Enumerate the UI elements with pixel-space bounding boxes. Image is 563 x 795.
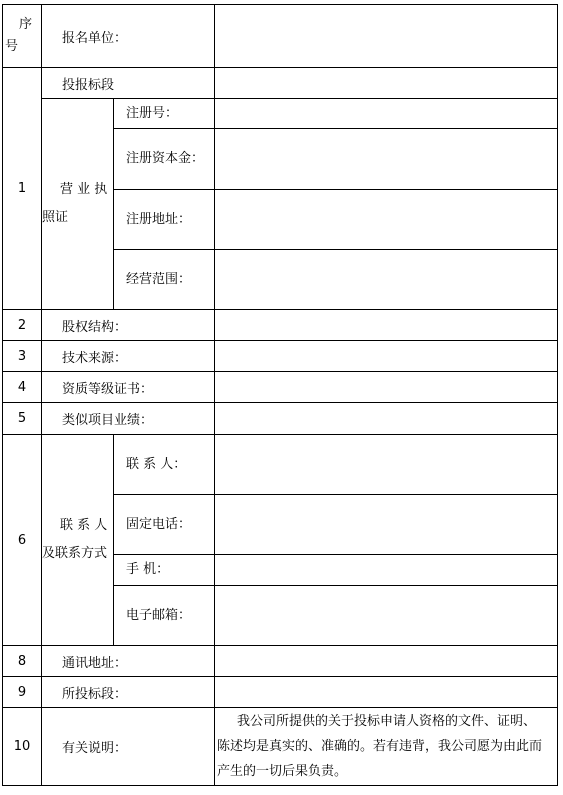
bid-section-submitted-label: 所投标段： bbox=[42, 677, 215, 708]
registered-address-label: 注册地址： bbox=[114, 190, 215, 250]
registration-form-table bbox=[2, 4, 558, 786]
mailing-address-value-cell[interactable] bbox=[215, 646, 558, 677]
business-scope-label: 经营范围： bbox=[114, 250, 215, 310]
row-number: 4 bbox=[3, 372, 42, 403]
business-scope-value-cell[interactable] bbox=[215, 250, 558, 310]
row-number: 9 bbox=[3, 677, 42, 708]
email-label: 电子邮箱： bbox=[114, 586, 215, 646]
row-number: 8 bbox=[3, 646, 42, 677]
row-number: 3 bbox=[3, 341, 42, 372]
equity-structure-label: 股权结构： bbox=[42, 310, 215, 341]
email-value-cell[interactable] bbox=[215, 586, 558, 646]
mobile-label: 手 机： bbox=[114, 555, 215, 586]
similar-projects-value-cell[interactable] bbox=[215, 403, 558, 435]
mobile-value-cell[interactable] bbox=[215, 555, 558, 586]
contact-row bbox=[3, 435, 558, 495]
table-row bbox=[3, 403, 558, 435]
mailing-address-label: 通讯地址： bbox=[42, 646, 215, 677]
contact-person-label: 联 系 人： bbox=[114, 435, 215, 495]
unit-value-cell[interactable] bbox=[215, 5, 558, 68]
row-number: 1 bbox=[3, 68, 42, 310]
table-row bbox=[3, 372, 558, 403]
technology-source-value-cell[interactable] bbox=[215, 341, 558, 372]
unit-label: 报名单位： bbox=[42, 5, 215, 68]
similar-projects-label: 类似项目业绩： bbox=[42, 403, 215, 435]
row-number: 10 bbox=[3, 708, 42, 786]
registration-number-label: 注册号： bbox=[114, 99, 215, 129]
bid-section-label: 投报标段 bbox=[42, 68, 215, 99]
row-number: 6 bbox=[3, 435, 42, 646]
header-row bbox=[3, 5, 558, 68]
table-row bbox=[3, 310, 558, 341]
table-row bbox=[3, 646, 558, 677]
bid-section-value-cell[interactable] bbox=[215, 68, 558, 99]
registered-address-value-cell[interactable] bbox=[215, 190, 558, 250]
registration-number-value-cell[interactable] bbox=[215, 99, 558, 129]
table-row bbox=[3, 708, 558, 786]
qualification-certificate-label: 资质等级证书： bbox=[42, 372, 215, 403]
declaration-statement: 我公司所提供的关于投标申请人资格的文件、证明、 陈述均是真实的、准确的。若有违背，我公司愿为由此而 产生的一切后果负责。 bbox=[215, 708, 558, 786]
table-row bbox=[3, 341, 558, 372]
sequence-header: 序 号 bbox=[3, 5, 42, 68]
registered-capital-value-cell[interactable] bbox=[215, 129, 558, 190]
table-row bbox=[3, 677, 558, 708]
license-row bbox=[3, 99, 558, 129]
landline-label: 固定电话： bbox=[114, 495, 215, 555]
row-number: 5 bbox=[3, 403, 42, 435]
equity-structure-value-cell[interactable] bbox=[215, 310, 558, 341]
contact-person-value-cell[interactable] bbox=[215, 435, 558, 495]
qualification-certificate-value-cell[interactable] bbox=[215, 372, 558, 403]
registered-capital-label: 注册资本金： bbox=[114, 129, 215, 190]
contact-info-label: 联 系 人 及联系方式 bbox=[42, 435, 114, 646]
bid-section-submitted-value-cell[interactable] bbox=[215, 677, 558, 708]
landline-value-cell[interactable] bbox=[215, 495, 558, 555]
technology-source-label: 技术来源： bbox=[42, 341, 215, 372]
declaration-label: 有关说明： bbox=[42, 708, 215, 786]
business-license-label: 营 业 执 照证 bbox=[42, 99, 114, 310]
bid-section-row bbox=[3, 68, 558, 99]
row-number: 2 bbox=[3, 310, 42, 341]
